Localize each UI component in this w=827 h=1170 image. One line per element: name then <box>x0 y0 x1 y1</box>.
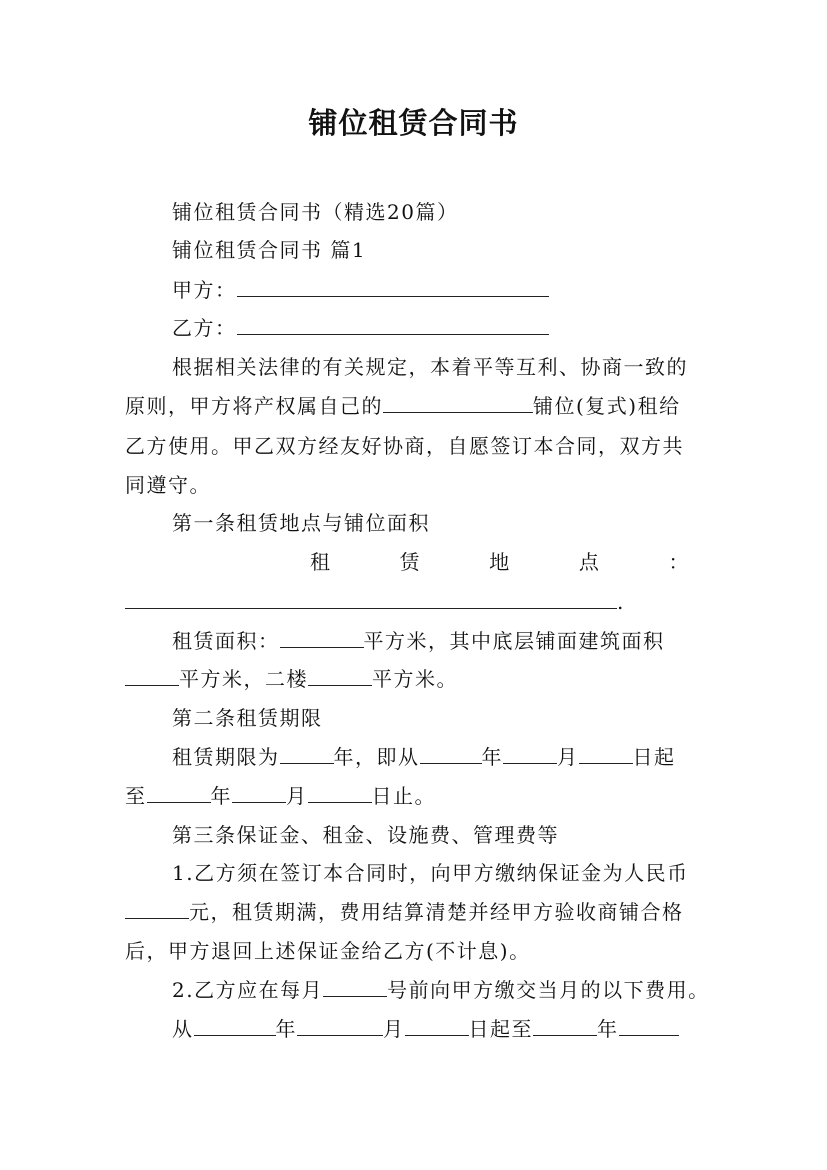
end-day-blank <box>308 782 372 803</box>
term-text: 月 <box>286 784 308 808</box>
document-subtitle: 铺位租赁合同书（精选20篇） <box>172 200 459 224</box>
deposit-blank <box>125 898 189 919</box>
location-end: . <box>617 590 625 614</box>
location-char: 点 <box>578 550 601 574</box>
paragraph-1-line-1: 根据相关法律的有关规定，本着平等互利、协商一致的 <box>172 355 688 379</box>
party-b-label: 乙方： <box>172 316 237 340</box>
term-text: 日起 <box>632 745 676 769</box>
article-2-heading: 第二条租赁期限 <box>172 706 323 730</box>
term-text: 年 <box>481 745 503 769</box>
period-start-month-blank <box>297 1015 383 1036</box>
document-title: 铺位租赁合同书 <box>308 106 519 140</box>
party-b-line <box>172 313 712 343</box>
article-1-heading: 第一条租赁地点与铺位面积 <box>172 511 430 535</box>
area-text: 平方米，其中底层铺面建筑面积 <box>363 629 665 653</box>
payment-day-blank <box>323 976 387 997</box>
period-text: 年 <box>597 1017 619 1041</box>
article-1-location-blank-line <box>125 587 705 617</box>
paragraph-1-text: 铺位(复式)租给 <box>533 394 681 418</box>
paragraph-1-text: 原则，甲方将产权属自己的 <box>125 394 383 418</box>
location-blank <box>125 588 617 609</box>
location-char: 地 <box>489 550 511 574</box>
period-start-year-blank <box>194 1015 276 1036</box>
location-char: 租 <box>310 550 332 574</box>
start-month-blank <box>503 743 557 764</box>
party-a-label: 甲方： <box>172 278 237 302</box>
article-1-location-line <box>310 547 690 577</box>
article-3-item-1-line-1: 1.乙方须在签订本合同时，向甲方缴纳保证金为人民币 <box>172 861 689 885</box>
party-b-blank <box>237 314 549 335</box>
party-a-blank <box>237 276 549 297</box>
article-3-heading: 第三条保证金、租金、设施费、管理费等 <box>172 823 559 847</box>
end-year-blank <box>147 782 211 803</box>
period-end-month-blank <box>619 1015 679 1036</box>
second-floor-blank <box>308 665 372 686</box>
ground-area-blank <box>125 665 179 686</box>
period-end-year-blank <box>533 1015 597 1036</box>
article-2-term-line-2 <box>125 781 705 811</box>
term-text: 月 <box>557 745 579 769</box>
paragraph-1-line-2 <box>125 391 705 421</box>
article-3-item-1-line-3: 后，甲方退回上述保证金给乙方(不计息)。 <box>125 939 531 963</box>
period-text: 从 <box>172 1017 194 1041</box>
paragraph-1-line-4: 同遵守。 <box>125 473 211 497</box>
area-blank <box>280 627 364 648</box>
term-text: 至 <box>125 784 147 808</box>
article-3-item-1-line-2 <box>125 897 705 927</box>
start-year-blank <box>420 743 482 764</box>
article-3-item-2-line <box>172 975 712 1005</box>
period-text: 年 <box>275 1017 297 1041</box>
fee-text: 号前向甲方缴交当月的以下费用。 <box>387 978 710 1002</box>
term-text: 日止。 <box>371 784 436 808</box>
article-3-period-line <box>172 1014 712 1044</box>
section-heading: 铺位租赁合同书 篇1 <box>172 238 367 262</box>
party-a-line <box>172 275 712 305</box>
term-text: 年，即从 <box>333 745 420 769</box>
location-char: ： <box>668 550 690 574</box>
area-text: 平方米，二楼 <box>179 667 308 691</box>
article-1-area-line <box>172 626 712 656</box>
term-text: 租赁期限为 <box>172 745 280 769</box>
location-char: 赁 <box>399 550 422 574</box>
fee-text: 2.乙方应在每月 <box>172 978 324 1002</box>
period-text: 日起至 <box>468 1017 533 1041</box>
paragraph-1-line-3: 乙方使用。甲乙双方经友好协商，自愿签订本合同，双方共 <box>125 434 684 458</box>
period-start-day-blank <box>405 1015 469 1036</box>
start-day-blank <box>579 743 633 764</box>
term-text: 年 <box>210 784 232 808</box>
deposit-text: 元，租赁期满，费用结算清楚并经甲方验收商铺合格 <box>189 900 684 924</box>
article-2-term-line-1 <box>172 742 712 772</box>
term-years-blank <box>280 743 334 764</box>
period-text: 月 <box>383 1017 405 1041</box>
area-text: 租赁面积： <box>172 629 280 653</box>
area-text: 平方米。 <box>372 667 458 691</box>
shop-blank <box>383 392 533 413</box>
article-1-area-line-2 <box>125 664 705 694</box>
end-month-blank <box>232 782 286 803</box>
